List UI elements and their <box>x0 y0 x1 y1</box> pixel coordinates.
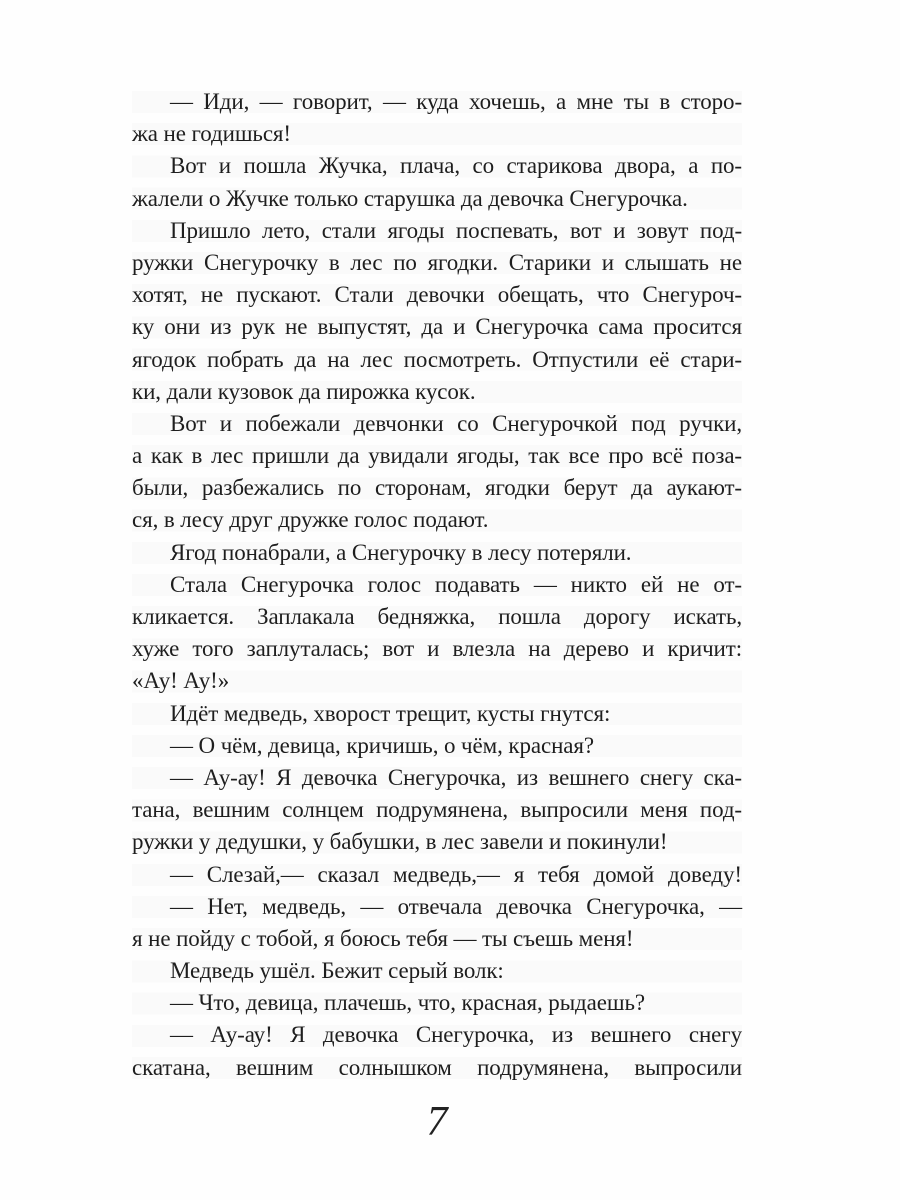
text-line: жа не годишься! <box>132 121 291 147</box>
paragraph <box>132 987 742 1019</box>
page-number: 7 <box>426 1099 448 1145</box>
text-line: «Ау! Ау!» <box>132 668 230 694</box>
text-line: жалели о Жучке только старушка да девочка Снегурочка. <box>132 185 688 211</box>
text-line: Вот и побежали девчонки со Снегурочкой под ручки, <box>170 410 742 436</box>
text-line: ку они из рук не выпустят, да и Снегурочка сама просится <box>132 314 742 340</box>
paragraph <box>132 215 742 408</box>
text-line: ся, в лесу друг дружке голос подают. <box>132 507 489 533</box>
text-line: — О чём, девица, кричишь, о чём, красная? <box>170 732 594 758</box>
paragraph <box>132 762 742 859</box>
text-line: Идёт медведь, хворост трещит, кусты гнутся: <box>170 700 611 726</box>
text-line: Вот и пошла Жучка, плача, со старикова двора, а по- <box>170 153 742 179</box>
text-line: ружки у дедушки, у бабушки, в лес завели и покинули! <box>132 829 668 855</box>
text-line: — Нет, медведь, — отвечала девочка Снегурочка, — <box>170 893 742 919</box>
text-line: — Слезай,— сказал медведь,— я тебя домой доведу! <box>170 861 742 887</box>
text-line: ружки Снегурочку в лес по ягодки. Старики и слышать не <box>132 249 742 275</box>
text-line: а как в лес пришли да увидали ягоды, так все про всё поза- <box>132 443 742 469</box>
paragraph <box>132 1019 742 1083</box>
paragraph <box>132 730 742 762</box>
text-line: — Ау-ау! Я девочка Снегурочка, из вешнего снегу <box>170 1022 742 1048</box>
paragraph <box>132 86 742 150</box>
text-line: я не пойду с тобой, я боюсь тебя — ты съешь меня! <box>132 925 634 951</box>
paragraph <box>132 537 742 569</box>
text-line: ягодок побрать да на лес посмотреть. Отпустили её стари- <box>132 346 742 372</box>
paragraph <box>132 569 742 698</box>
paragraph <box>132 891 742 955</box>
text-line: Медведь ушёл. Бежит серый волк: <box>170 958 504 984</box>
text-line: тана, вешним солнцем подрумянена, выпросили меня под- <box>132 797 742 823</box>
text-line: кликается. Заплакала бедняжка, пошла дорогу искать, <box>132 604 742 629</box>
text-line: Ягод понабрали, а Снегурочку в лесу потеряли. <box>170 539 632 565</box>
paragraph <box>132 698 742 730</box>
paragraph <box>132 859 742 891</box>
text-line: хуже того заплуталась; вот и влезла на дерево и кричит: <box>132 636 742 662</box>
text-line: скатана, вешним солнышком подрумянена, выпросили <box>132 1054 742 1080</box>
text-line: ки, дали кузовок да пирожка кусок. <box>132 378 476 404</box>
paragraph <box>132 150 742 214</box>
text-line: Пришло лето, стали ягоды поспевать, вот и зовут под- <box>170 217 742 243</box>
page-text <box>132 86 742 1084</box>
text-line: — Что, девица, плачешь, что, красная, рыдаешь? <box>170 990 645 1016</box>
text-line: были, разбежались по сторонам, ягодки берут да аукают- <box>132 475 742 501</box>
text-line: хотят, не пускают. Стали девочки обещать, что Снегуроч- <box>132 282 742 308</box>
paragraph <box>132 408 742 537</box>
text-line: Стала Снегурочка голос подавать — никто ей не от- <box>170 571 742 597</box>
text-line: — Иди, — говорит, — куда хочешь, а мне ты в сторо- <box>170 89 742 114</box>
paragraph <box>132 955 742 987</box>
text-line: — Ау-ау! Я девочка Снегурочка, из вешнего снегу ска- <box>170 764 742 790</box>
